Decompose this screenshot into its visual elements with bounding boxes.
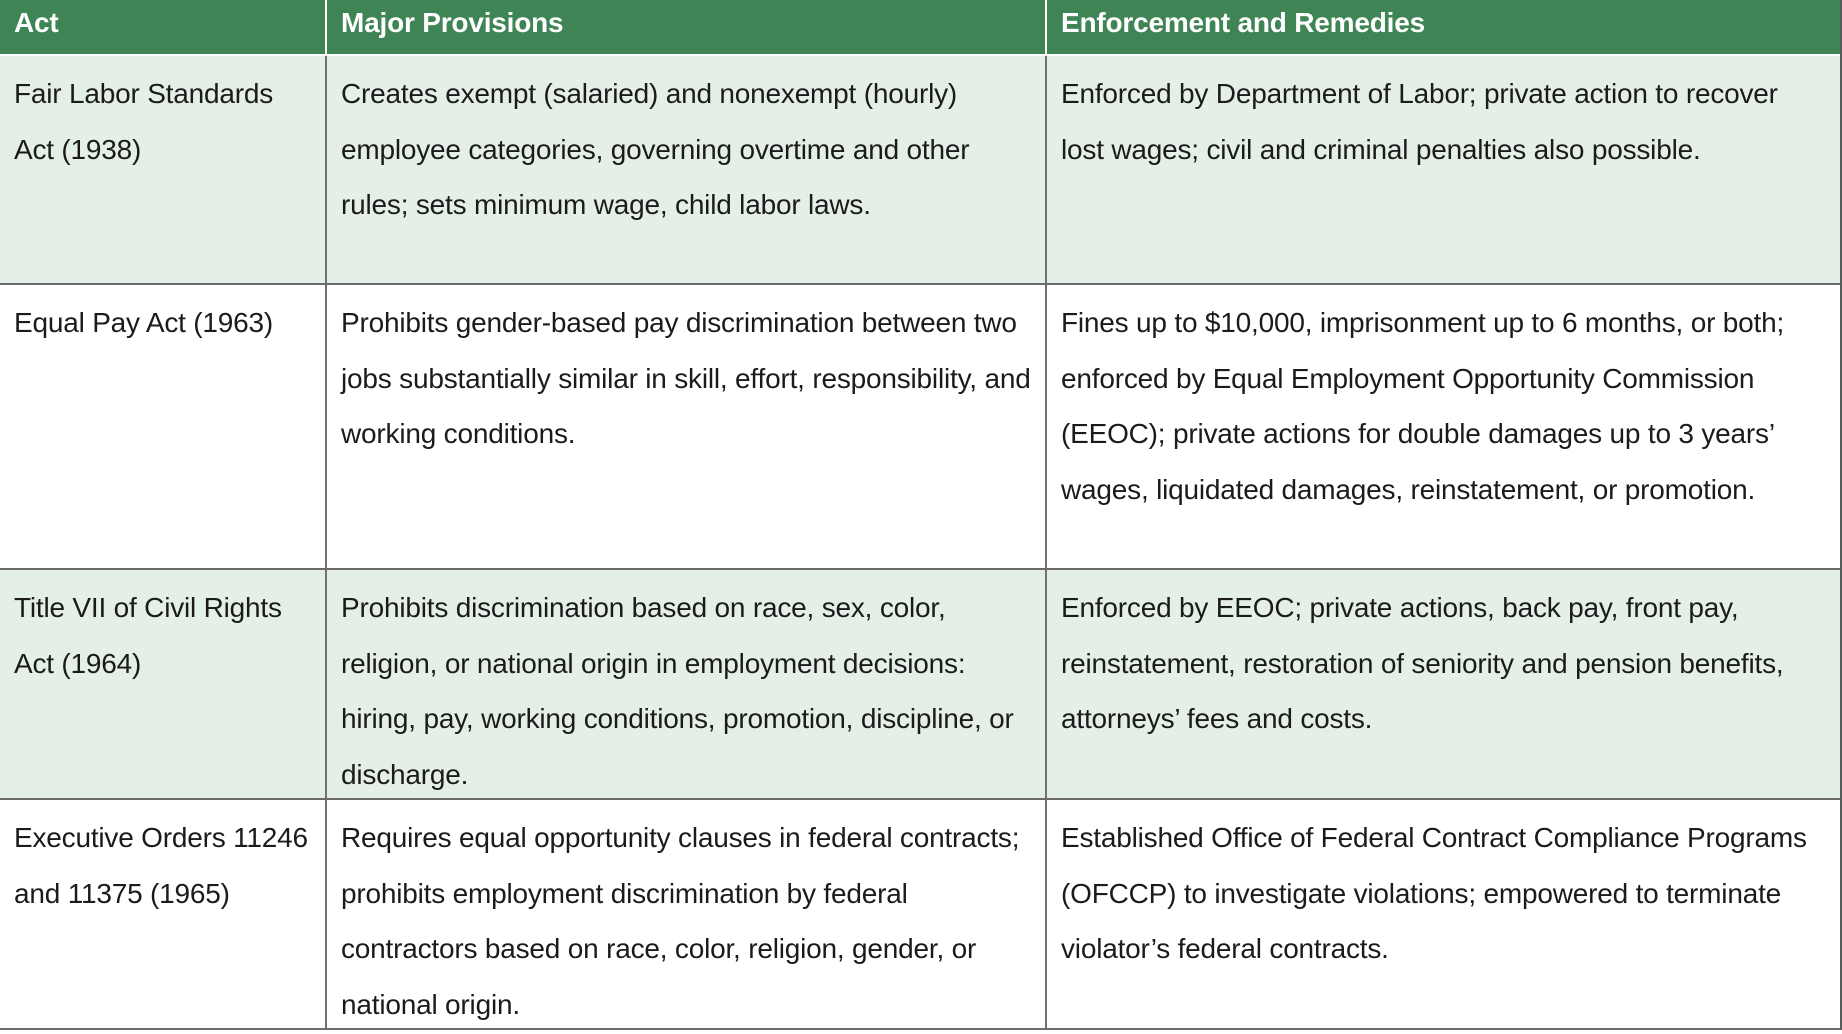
header-act: Act xyxy=(0,0,327,54)
act-cell: Executive Orders 11246 and 11375 (1965) xyxy=(0,800,327,1028)
provisions-cell: Prohibits gender-based pay discrimination between two jobs substantially similar in skill, effort, responsibility, and working conditions. xyxy=(327,285,1047,568)
provisions-cell: Requires equal opportunity clauses in federal contracts; prohibits employment discrimination by federal contractors based on race, color, religion, gender, or national origin. xyxy=(327,800,1047,1028)
enforcement-cell: Fines up to $10,000, imprisonment up to 6 months, or both; enforced by Equal Employment Opportunity Commission (EEOC); private actions for double damages up to 3 years’ wages, liquidated damages, reinstatement, or promotion. xyxy=(1061,307,1785,505)
provisions-cell: Creates exempt (salaried) and nonexempt (hourly) employee categories, governing overtime and other rules; sets minimum wage, child labor laws. xyxy=(327,56,1047,283)
header-major-provisions: Major Provisions xyxy=(327,0,1047,54)
act-cell: Title VII of Civil Rights Act (1964) xyxy=(0,570,327,798)
header-enforcement-remedies: Enforcement and Remedies xyxy=(1061,7,1425,38)
table-row xyxy=(0,800,1840,1030)
enforcement-cell: Enforced by EEOC; private actions, back pay, front pay, reinstatement, restoration of seniority and pension benefits, attorneys’ fees and costs. xyxy=(1061,592,1784,734)
act-cell: Fair Labor Standards Act (1938) xyxy=(0,56,327,283)
table-header-row xyxy=(0,0,1840,56)
enforcement-cell: Established Office of Federal Contract Compliance Programs (OFCCP) to investigate violations; empowered to terminate violator’s federal contracts. xyxy=(1061,822,1807,964)
table-row xyxy=(0,285,1840,570)
provisions-cell: Prohibits discrimination based on race, sex, color, religion, or national origin in employment decisions: hiring, pay, working conditions, promotion, discipline, or discharge. xyxy=(327,570,1047,798)
enforcement-cell: Enforced by Department of Labor; private action to recover lost wages; civil and criminal penalties also possible. xyxy=(1061,78,1778,165)
act-cell: Equal Pay Act (1963) xyxy=(0,285,327,568)
table-row xyxy=(0,56,1840,285)
table-row xyxy=(0,570,1840,800)
